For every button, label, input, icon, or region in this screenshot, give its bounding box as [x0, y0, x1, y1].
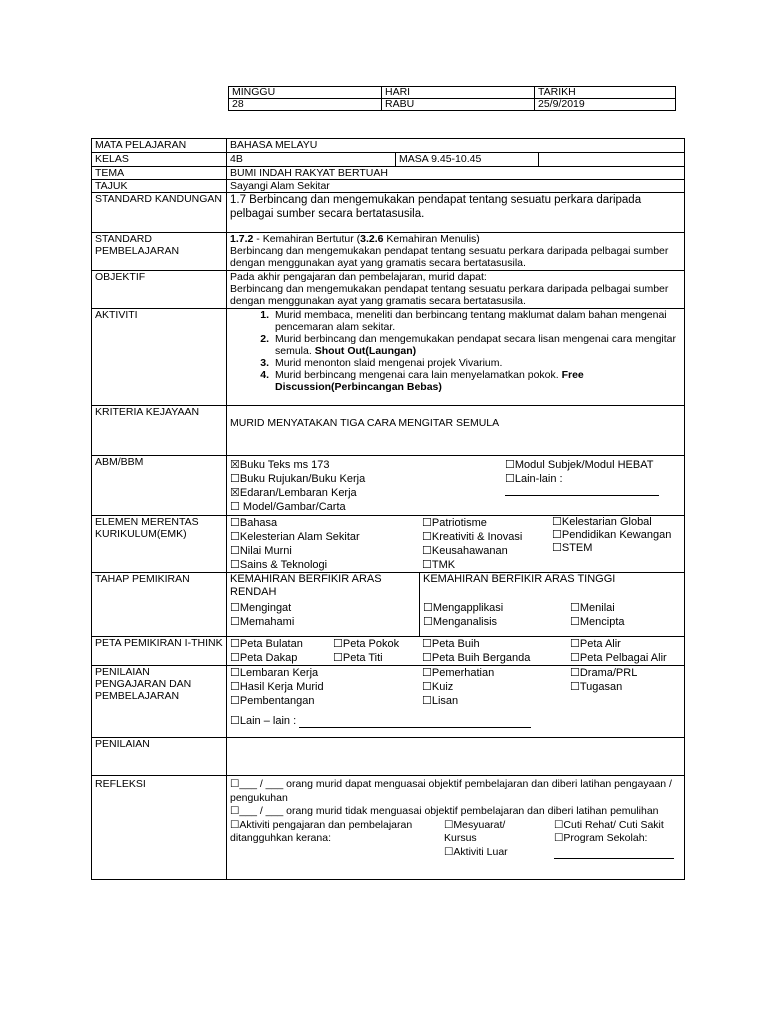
aktiviti-label: AKTIVITI [92, 309, 227, 406]
penilaian-pdp-cell [227, 666, 685, 738]
tahap-label: TAHAP PEMIKIRAN [92, 573, 227, 637]
kelas-value: 4B [227, 153, 396, 166]
kbat-checkbox[interactable]: ☐Mengapplikasi [423, 602, 504, 614]
header-hari-value: RABU [382, 99, 535, 111]
emk-checkbox[interactable]: ☐Pendidikan Kewangan [552, 529, 672, 541]
emk-checkbox[interactable]: ☐Kreativiti & Inovasi [422, 531, 523, 543]
aktiviti-item: 2. Murid berbincang dan mengemukakan pendapat secara lisan mengenai cara mengitar semula. Shout Out(Laungan) [260, 333, 676, 357]
refleksi-label: REFLEKSI [92, 776, 227, 880]
peta-checkbox[interactable]: ☐Peta Titi [333, 652, 383, 664]
standard-kandungan-label: STANDARD KANDUNGAN [92, 193, 227, 233]
header-tarikh-value: 25/9/2019 [535, 99, 676, 111]
penilaian-checkbox[interactable]: ☐Hasil Kerja Murid [230, 681, 324, 693]
penilaian-checkbox[interactable]: ☐Pembentangan [230, 695, 315, 707]
emk-checkbox[interactable]: ☐Keusahawanan [422, 545, 508, 557]
abm-label: ABM/BBM [92, 456, 227, 516]
header-minggu-value: 28 [229, 99, 382, 111]
emk-checkbox[interactable]: ☐Kelesterian Alam Sekitar [230, 531, 360, 543]
header-tarikh-label: TARIKH [535, 87, 676, 99]
peta-checkbox[interactable]: ☐Peta Alir [570, 638, 621, 650]
sp-code2: 3.2.6 [360, 233, 384, 245]
masa-value: MASA 9.45-10.45 [396, 153, 539, 166]
penilaian-lain-checkbox[interactable]: ☐Lain – lain : [230, 715, 297, 727]
header-minggu-label: MINGGU [229, 87, 382, 99]
peta-cell [227, 637, 685, 666]
peta-checkbox[interactable]: ☐Peta Buih Berganda [422, 652, 531, 664]
penilaian-checkbox[interactable]: ☐Pemerhatian [422, 667, 495, 679]
abm-checkbox[interactable]: ☒Edaran/Lembaran Kerja [230, 487, 357, 499]
objektif-cell [227, 271, 685, 309]
kbat-checkbox[interactable]: ☐Mencipta [570, 616, 625, 628]
kbar-title: KEMAHIRAN BERFIKIR ARAS RENDAH [230, 573, 382, 598]
standard-kandungan-value: 1.7 Berbincang dan mengemukakan pendapat tentang sesuatu perkara daripada pelbagai sumber secara bertatasusila. [227, 193, 685, 233]
emk-label: ELEMEN MERENTAS KURIKULUM(EMK) [92, 516, 227, 573]
mata-pelajaran-label: MATA PELAJARAN [92, 139, 227, 153]
aktiviti-cell [227, 309, 685, 406]
refleksi-tangguh[interactable]: ☐Aktiviti pengajaran dan pembelajaran ditangguhkan kerana: [230, 818, 413, 844]
emk-checkbox[interactable]: ☐Kelestarian Global [552, 516, 652, 528]
sp-sep: - Kemahiran Bertutur ( [253, 233, 361, 245]
penilaian-checkbox[interactable]: ☐Drama/PRL [570, 667, 638, 679]
sp-code: 1.7.2 [230, 233, 254, 245]
abm-checkbox[interactable]: ☒Buku Teks ms 173 [230, 459, 330, 471]
sp-skill2: Kemahiran Menulis) [383, 233, 480, 245]
kbat-checkbox[interactable]: ☐Menganalisis [423, 616, 498, 628]
refleksi-checkbox[interactable]: ☐Aktiviti Luar [444, 845, 508, 858]
kbat-checkbox[interactable]: ☐Menilai [570, 602, 615, 614]
sp-text: Berbincang dan mengemukakan pendapat tentang sesuatu perkara daripada pelbagai sumber dengan menggunakan ayat yang gramatis secara bertatasusila. [230, 245, 669, 269]
emk-checkbox[interactable]: ☐Sains & Teknologi [230, 559, 328, 571]
abm-checkbox[interactable]: ☐Buku Rujukan/Buku Kerja [230, 473, 366, 485]
peta-label: PETA PEMIKIRAN I-THINK [92, 637, 227, 666]
abm-checkbox[interactable]: ☐Modul Subjek/Modul HEBAT [505, 459, 654, 471]
kriteria-label: KRITERIA KEJAYAAN [92, 406, 227, 456]
peta-checkbox[interactable]: ☐Peta Bulatan [230, 638, 303, 650]
kelas-label: KELAS [92, 153, 227, 167]
emk-cell [227, 516, 685, 573]
emk-checkbox[interactable]: ☐TMK [422, 559, 456, 571]
kbar-checkbox[interactable]: ☐Mengingat [230, 602, 292, 614]
objektif-label: OBJEKTIF [92, 271, 227, 309]
tajuk-label: TAJUK [92, 180, 227, 193]
tahap-cell [227, 573, 685, 637]
refleksi-line2[interactable]: ☐___ / ___ orang murid tidak menguasai objektif pembelajaran dan diberi latihan pemulihan [230, 805, 659, 817]
kbar-checkbox[interactable]: ☐Memahami [230, 616, 295, 628]
refleksi-checkbox[interactable]: ☐Program Sekolah: [554, 832, 648, 844]
emk-checkbox[interactable]: ☐Bahasa [230, 517, 278, 529]
header-hari-label: HARI [382, 87, 535, 99]
penilaian-value[interactable] [227, 738, 685, 776]
penilaian-checkbox[interactable]: ☐Kuiz [422, 681, 454, 693]
refleksi-checkbox[interactable]: ☐Cuti Rehat/ Cuti Sakit [554, 818, 664, 831]
refleksi-program-line[interactable] [554, 846, 674, 859]
objektif-line2: Berbincang dan mengemukakan pendapat tentang sesuatu perkara daripada pelbagai sumber dengan menggunakan ayat yang gramatis secara bertatasusila. [230, 283, 669, 307]
lesson-plan-table [91, 138, 685, 880]
emk-checkbox[interactable]: ☐Patriotisme [422, 517, 487, 529]
refleksi-checkbox[interactable]: ☐Mesyuarat/ Kursus [444, 818, 506, 844]
peta-checkbox[interactable]: ☐Peta Pelbagai Alir [570, 652, 667, 664]
abm-checkbox[interactable]: ☐Lain-lain : [505, 473, 563, 485]
refleksi-line1[interactable]: ☐___ / ___ orang murid dapat menguasai objektif pembelajaran dan diberi latihan pengayaan / pengukuhan [230, 778, 672, 804]
kriteria-value: MURID MENYATAKAN TIGA CARA MENGITAR SEMULA [227, 406, 685, 456]
aktiviti-item: 4. Murid berbincang mengenai cara lain menyelamatkan pokok. Free Discussion(Perbincangan Bebas) [260, 369, 584, 393]
header-table [228, 86, 676, 111]
penilaian-checkbox[interactable]: ☐Tugasan [570, 681, 623, 693]
emk-checkbox[interactable]: ☐STEM [552, 542, 593, 554]
penilaian-label: PENILAIAN [92, 738, 227, 776]
refleksi-cell [227, 776, 685, 880]
abm-cell [227, 456, 685, 516]
peta-checkbox[interactable]: ☐Peta Dakap [230, 652, 298, 664]
kbat-title: KEMAHIRAN BERFIKIR ARAS TINGGI [423, 573, 616, 585]
tema-value: BUMI INDAH RAKYAT BERTUAH [227, 167, 685, 180]
tajuk-value: Sayangi Alam Sekitar [227, 180, 685, 193]
standard-pembelajaran-label: STANDARD PEMBELAJARAN [92, 233, 227, 271]
peta-checkbox[interactable]: ☐Peta Pokok [333, 638, 400, 650]
mata-pelajaran-value: BAHASA MELAYU [227, 139, 685, 153]
peta-checkbox[interactable]: ☐Peta Buih [422, 638, 480, 650]
aktiviti-item: 3. Murid menonton slaid mengenai projek Vivarium. [260, 357, 503, 369]
standard-pembelajaran-cell [227, 233, 685, 271]
penilaian-lain-line[interactable] [299, 717, 531, 728]
objektif-line1: Pada akhir pengajaran dan pembelajaran, murid dapat: [230, 271, 487, 283]
abm-checkbox[interactable]: ☐ Model/Gambar/Carta [230, 501, 346, 513]
kelas-cell [227, 153, 685, 167]
penilaian-pdp-label: PENILAIAN PENGAJARAN DAN PEMBELAJARAN [92, 666, 227, 738]
aktiviti-item: 1. Murid membaca, meneliti dan berbincang tentang maklumat dalam bahan mengenai pencemaran alam sekitar. [260, 309, 667, 333]
penilaian-checkbox[interactable]: ☐Lisan [422, 695, 459, 707]
tema-label: TEMA [92, 167, 227, 180]
emk-checkbox[interactable]: ☐Nilai Murni [230, 545, 292, 557]
abm-lain-line[interactable] [505, 492, 659, 496]
penilaian-checkbox[interactable]: ☐Lembaran Kerja [230, 667, 319, 679]
